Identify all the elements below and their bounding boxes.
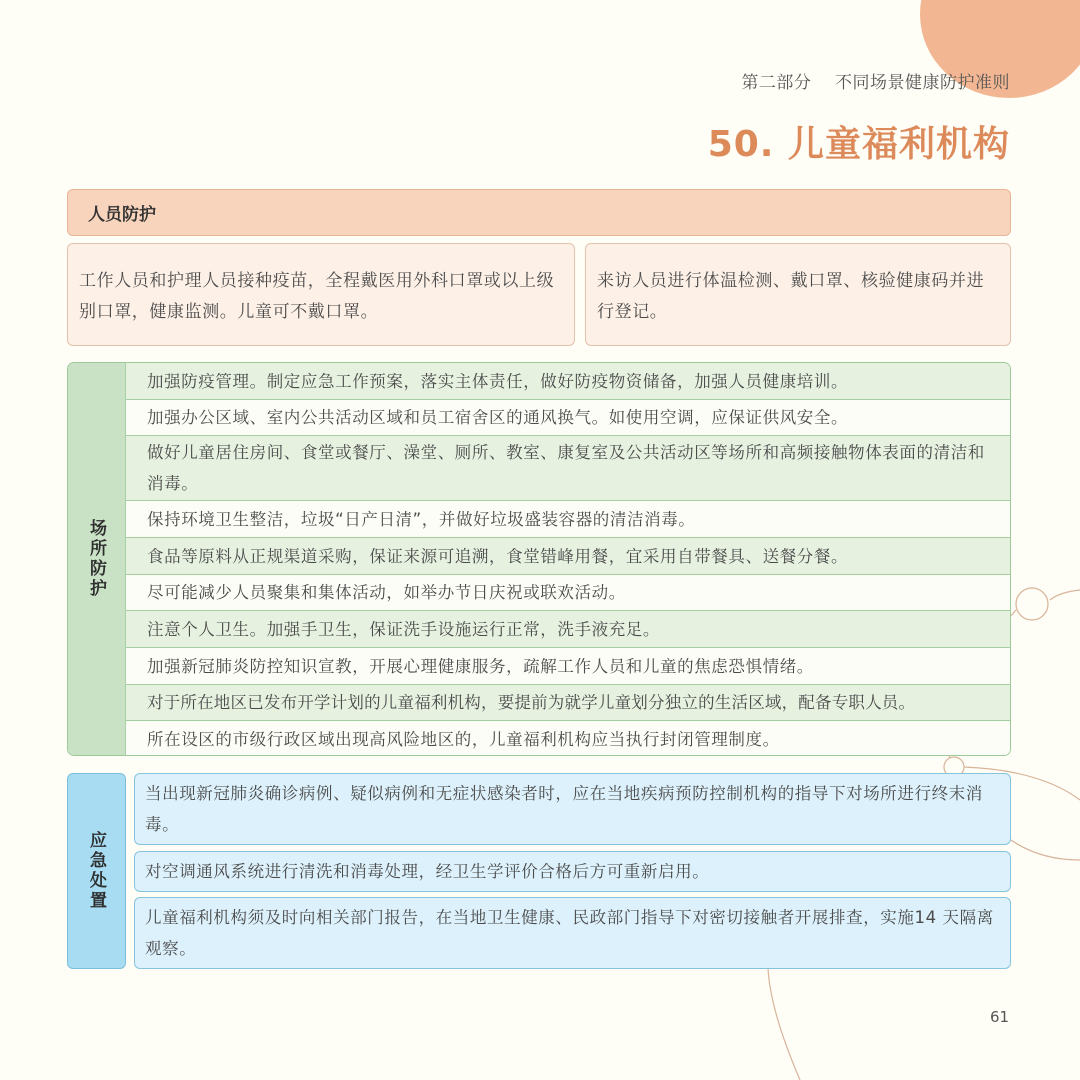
personnel-heading: 人员防护 [88,205,156,225]
emergency-label: 应急处置 [86,831,106,911]
personnel-box-visitors: 来访人员进行体温检测、戴口罩、核验健康码并进行登记。 [585,243,1011,346]
table-row: 对于所在地区已发布开学计划的儿童福利机构，要提前为就学儿童划分独立的生活区域，配备专职人员。 [126,685,1010,721]
page-title: 50. 儿童福利机构 [707,124,1010,165]
table-row: 尽可能减少人员聚集和集体活动，如举办节日庆祝或联欢活动。 [126,575,1010,611]
emergency-item: 当出现新冠肺炎确诊病例、疑似病例和无症状感染者时，应在当地疾病预防控制机构的指导下对场所进行终末消毒。 [134,773,1011,845]
table-row: 加强新冠肺炎防控知识宣教，开展心理健康服务，疏解工作人员和儿童的焦虑恐惧情绪。 [126,648,1010,685]
venue-label: 场所防护 [86,519,106,599]
table-row: 做好儿童居住房间、食堂或餐厅、澡堂、厕所、教室、康复室及公共活动区等场所和高频接触物体表面的清洁和消毒。 [126,436,1010,501]
personnel-box-staff: 工作人员和护理人员接种疫苗，全程戴医用外科口罩或以上级别口罩，健康监测。儿童可不戴口罩。 [67,243,575,346]
table-row: 食品等原料从正规渠道采购，保证来源可追溯，食堂错峰用餐，宜采用自带餐具、送餐分餐。 [126,538,1010,575]
emergency-item: 儿童福利机构须及时向相关部门报告，在当地卫生健康、民政部门指导下对密切接触者开展排查，实施14 天隔离观察。 [134,897,1011,969]
emergency-label-column [67,773,126,969]
table-row: 保持环境卫生整洁，垃圾“日产日清”，并做好垃圾盛装容器的清洁消毒。 [126,501,1010,538]
venue-rows [126,363,1010,755]
personnel-protection-header [67,189,1011,236]
table-row: 注意个人卫生。加强手卫生，保证洗手设施运行正常，洗手液充足。 [126,611,1010,648]
table-row: 所在设区的市级行政区域出现高风险地区的，儿童福利机构应当执行封闭管理制度。 [126,721,1010,756]
table-row: 加强办公区域、室内公共活动区域和员工宿舍区的通风换气。如使用空调，应保证供风安全。 [126,400,1010,436]
venue-protection-table [67,362,1011,756]
section-header: 第二部分 不同场景健康防护准则 [741,73,1010,93]
table-row: 加强防疫管理。制定应急工作预案，落实主体责任，做好防疫物资储备，加强人员健康培训。 [126,363,1010,400]
venue-label-column [68,363,126,755]
page-number: 61 [990,1008,1010,1026]
emergency-item: 对空调通风系统进行清洗和消毒处理，经卫生学评价合格后方可重新启用。 [134,851,1011,892]
